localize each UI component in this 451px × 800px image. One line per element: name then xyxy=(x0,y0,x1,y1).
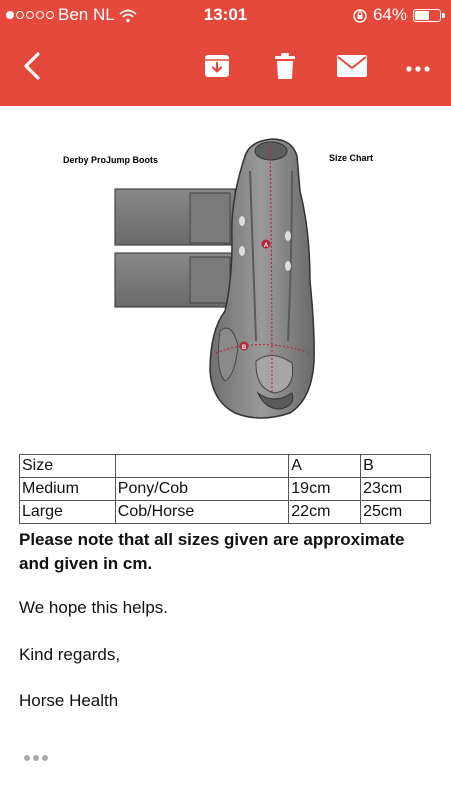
size-note: Please note that all sizes given are approximate and given in cm. xyxy=(19,530,405,573)
table-header-cell: Size xyxy=(20,455,116,478)
table-cell: 23cm xyxy=(361,478,431,501)
table-cell: Large xyxy=(20,501,116,524)
marker-b: B xyxy=(241,345,247,351)
status-bar xyxy=(0,0,451,30)
message-line: We hope this helps. xyxy=(19,598,168,617)
archive-icon xyxy=(204,53,230,84)
trash-icon xyxy=(274,52,296,85)
table-row xyxy=(20,478,431,501)
table-row xyxy=(20,501,431,524)
mail-button[interactable] xyxy=(332,48,372,88)
table-header-cell: A xyxy=(289,455,361,478)
boot-size-diagram xyxy=(60,131,390,431)
diagram-size-chart-label: Size Chart xyxy=(329,153,374,163)
back-button[interactable] xyxy=(12,48,52,88)
table-header-cell xyxy=(115,455,288,478)
table-cell: Pony/Cob xyxy=(115,478,288,501)
battery-icon xyxy=(413,9,441,22)
back-icon xyxy=(21,52,43,85)
rotation-lock-icon xyxy=(353,8,367,22)
status-time: 13:01 xyxy=(203,5,248,24)
carrier-name: Ben NL xyxy=(58,5,115,24)
diagram-title: Derby ProJump Boots xyxy=(63,155,159,165)
message-signature: Horse Health xyxy=(19,691,119,710)
table-header-row xyxy=(20,455,431,478)
table-cell: Cob/Horse xyxy=(115,501,288,524)
battery-group xyxy=(353,5,441,25)
more-button[interactable] xyxy=(398,48,438,88)
archive-button[interactable] xyxy=(197,48,237,88)
table-cell: 19cm xyxy=(289,478,361,501)
top-bar xyxy=(0,0,451,106)
size-table xyxy=(19,454,431,524)
table-header-cell: B xyxy=(361,455,431,478)
table-cell: 22cm xyxy=(289,501,361,524)
table-cell: Medium xyxy=(20,478,116,501)
marker-a: A xyxy=(263,243,269,249)
message-closing: Kind regards, xyxy=(19,645,121,664)
table-cell: 25cm xyxy=(361,501,431,524)
delete-button[interactable] xyxy=(265,48,305,88)
boot-illustration xyxy=(60,131,390,431)
more-icon xyxy=(406,59,430,77)
mail-icon xyxy=(337,55,367,82)
show-quoted-text-button[interactable] xyxy=(24,755,48,761)
battery-percent: 64% xyxy=(372,5,407,24)
